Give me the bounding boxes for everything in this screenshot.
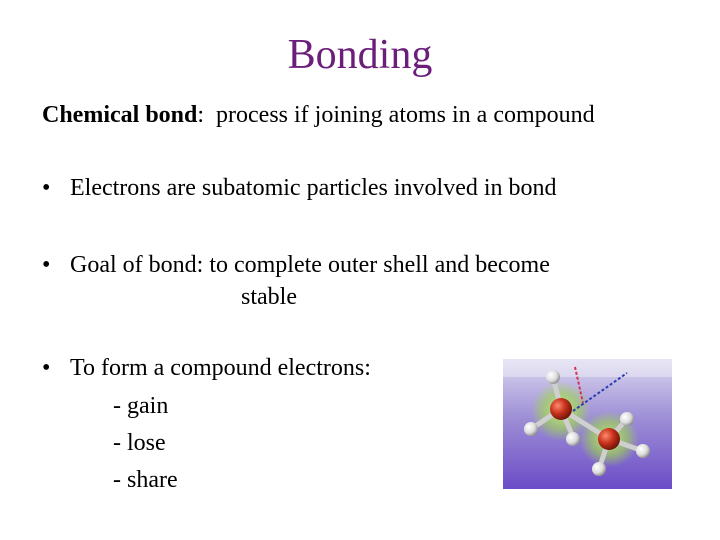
bullet-marker: •	[42, 355, 51, 381]
definition-separator: :	[197, 102, 205, 128]
subitem-gain: - gain	[113, 393, 169, 419]
bullet-marker: •	[42, 175, 51, 201]
subitem-share: - share	[113, 467, 178, 493]
bullet-continuation: stable	[241, 284, 297, 310]
electron-actions-list	[113, 388, 178, 499]
molecule-illustration-icon	[503, 359, 672, 489]
definition-term: Chemical bond	[42, 102, 198, 128]
definition-text: process if joining atoms in a compound	[204, 102, 595, 128]
definition-line	[42, 100, 702, 130]
bullet-text: To form a compound electrons:	[70, 355, 371, 381]
slide-title: Bonding	[287, 32, 433, 78]
bullet-text: Goal of bond: to complete outer shell and become	[70, 252, 550, 278]
subitem-lose: - lose	[113, 430, 166, 456]
bullet-marker: •	[42, 252, 51, 278]
bullet-text: Electrons are subatomic particles involved in bond	[70, 175, 557, 201]
